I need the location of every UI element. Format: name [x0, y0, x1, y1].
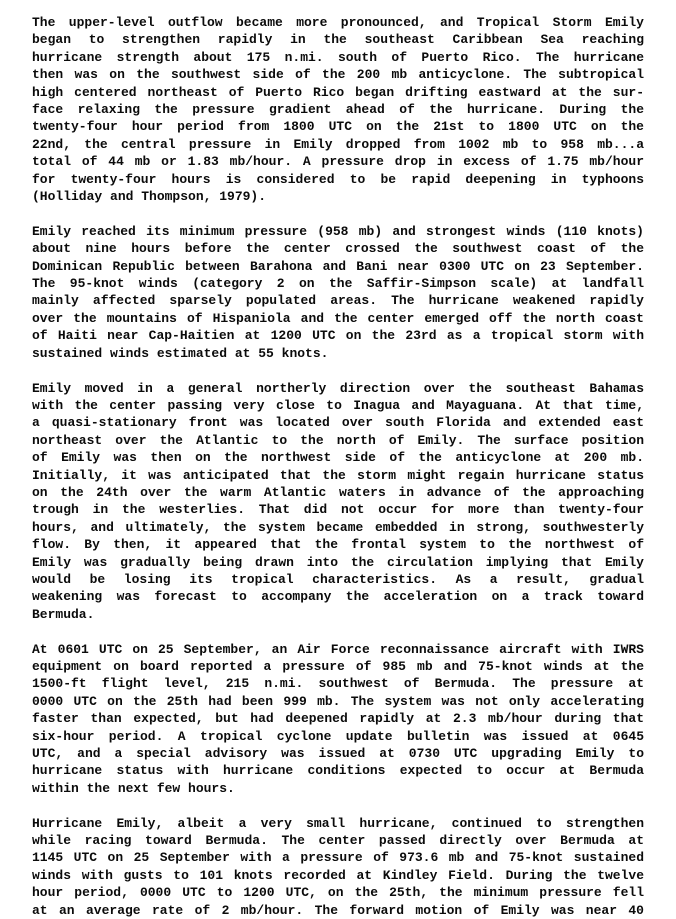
- text-line: of Haiti near Cap-Haitien at 1200 UTC on the 23rd as a tropical storm with: [32, 328, 644, 344]
- paragraph: [32, 223, 644, 362]
- text-line: hurricane strength about 175 n.mi. south of Puerto Rico. The hurricane: [32, 49, 644, 65]
- text-line: within the next few hours.: [32, 780, 235, 796]
- text-line: mainly affected sparsely populated areas. The hurricane weakened rapidly: [32, 293, 644, 309]
- text-line: about nine hours before the center crossed the southwest coast of the: [32, 241, 644, 257]
- text-line: hours, and ultimately, the system became embedded in strong, southwesterly: [32, 519, 644, 535]
- text-line: would be losing its tropical characteristics. As a result, gradual: [32, 571, 644, 587]
- text-line: six-hour period. A tropical cyclone update bulletin was issued at 0645: [32, 728, 644, 744]
- text-line: on the 24th over the warm Atlantic waters in advance of the approaching: [32, 484, 644, 500]
- text-line: The upper-level outflow became more pronounced, and Tropical Storm Emily: [32, 15, 644, 30]
- text-line: a quasi-stationary front was located over south Florida and extended east: [32, 415, 644, 431]
- text-line: hour period, 0000 UTC to 1200 UTC, on the 25th, the minimum pressure fell: [32, 885, 644, 901]
- text-line: while racing toward Bermuda. The center passed directly over Bermuda at: [32, 833, 644, 849]
- text-line: with the center passing very close to Inagua and Mayaguana. At that time,: [32, 397, 644, 413]
- text-line: (Holliday and Thompson, 1979).: [32, 189, 267, 205]
- text-line: sustained winds estimated at 55 knots.: [32, 345, 329, 361]
- text-line: 1145 UTC on 25 September with a pressure of 973.6 mb and 75-knot sustained: [32, 850, 644, 866]
- text-line: Emily was gradually being drawn into the circulation implying that Emily: [32, 554, 644, 570]
- text-line: then was on the southwest side of the 200 mb anticyclone. The subtropical: [32, 67, 644, 83]
- paragraph: [32, 815, 644, 919]
- text-line: over the mountains of Hispaniola and the center emerged off the north coast: [32, 310, 644, 326]
- text-line: hurricane status with hurricane conditions expected to occur at Bermuda: [32, 763, 644, 779]
- text-line: trough in the westerlies. That did not occur for more than twenty-four: [32, 502, 644, 518]
- paragraph: [32, 641, 644, 798]
- text-line: faster than expected, but had deepened rapidly at 2.3 mb/hour during that: [32, 711, 644, 727]
- text-line: The 95-knot winds (category 2 on the Saffir-Simpson scale) at landfall: [32, 276, 644, 292]
- text-line: of Emily was then on the northwest side of the anticyclone at 200 mb.: [32, 450, 644, 466]
- text-line: high centered northeast of Puerto Rico began drifting eastward at the sur-: [32, 84, 644, 100]
- text-line: At 0601 UTC on 25 September, an Air Force reconnaissance aircraft with IWRS: [32, 641, 644, 657]
- text-line: 1500-ft flight level, 215 n.mi. southwest of Bermuda. The pressure at: [32, 676, 644, 692]
- text-line: Initially, it was anticipated that the storm might regain hurricane status: [32, 467, 644, 483]
- text-line: equipment on board reported a pressure of 985 mb and 75-knot winds at the: [32, 658, 644, 674]
- paragraph: [32, 14, 644, 205]
- text-line: 0000 UTC on the 25th had been 999 mb. The system was not only accelerating: [32, 693, 644, 709]
- paragraph: [32, 380, 644, 624]
- text-line: for twenty-four hours is considered to be rapid deepening in typhoons: [32, 171, 644, 187]
- text-line: 22nd, the central pressure in Emily dropped from 1002 mb to 958 mb...a: [32, 136, 644, 152]
- text-line: at an average rate of 2 mb/hour. The forward motion of Emily was near 40: [32, 902, 644, 918]
- text-line: winds with gusts to 101 knots recorded at Kindley Field. During the twelve: [32, 867, 644, 883]
- text-line: Bermuda.: [32, 606, 95, 622]
- text-line: face relaxing the pressure gradient ahead of the hurricane. During the: [32, 102, 644, 118]
- text-line: northeast over the Atlantic to the north of Emily. The surface position: [32, 432, 644, 448]
- document-text: [32, 14, 644, 919]
- text-line: weakening was forecast to accompany the acceleration on a track toward: [32, 589, 644, 605]
- text-line: Hurricane Emily, albeit a very small hurricane, continued to strengthen: [32, 815, 644, 831]
- text-line: Emily reached its minimum pressure (958 mb) and strongest winds (110 knots): [32, 223, 644, 239]
- text-line: UTC, and a special advisory was issued at 0730 UTC upgrading Emily to: [32, 746, 644, 762]
- text-line: flow. By then, it appeared that the frontal system to the northwest of: [32, 537, 644, 553]
- text-line: Dominican Republic between Barahona and Bani near 0300 UTC on 23 September.: [32, 258, 644, 274]
- text-line: total of 44 mb or 1.83 mb/hour. A pressure drop in excess of 1.75 mb/hour: [32, 154, 644, 170]
- text-line: Emily moved in a general northerly direction over the southeast Bahamas: [32, 380, 644, 396]
- text-line: began to strengthen rapidly in the southeast Caribbean Sea reaching: [32, 32, 644, 48]
- text-line: twenty-four hour period from 1800 UTC on the 21st to 1800 UTC on the: [32, 119, 644, 135]
